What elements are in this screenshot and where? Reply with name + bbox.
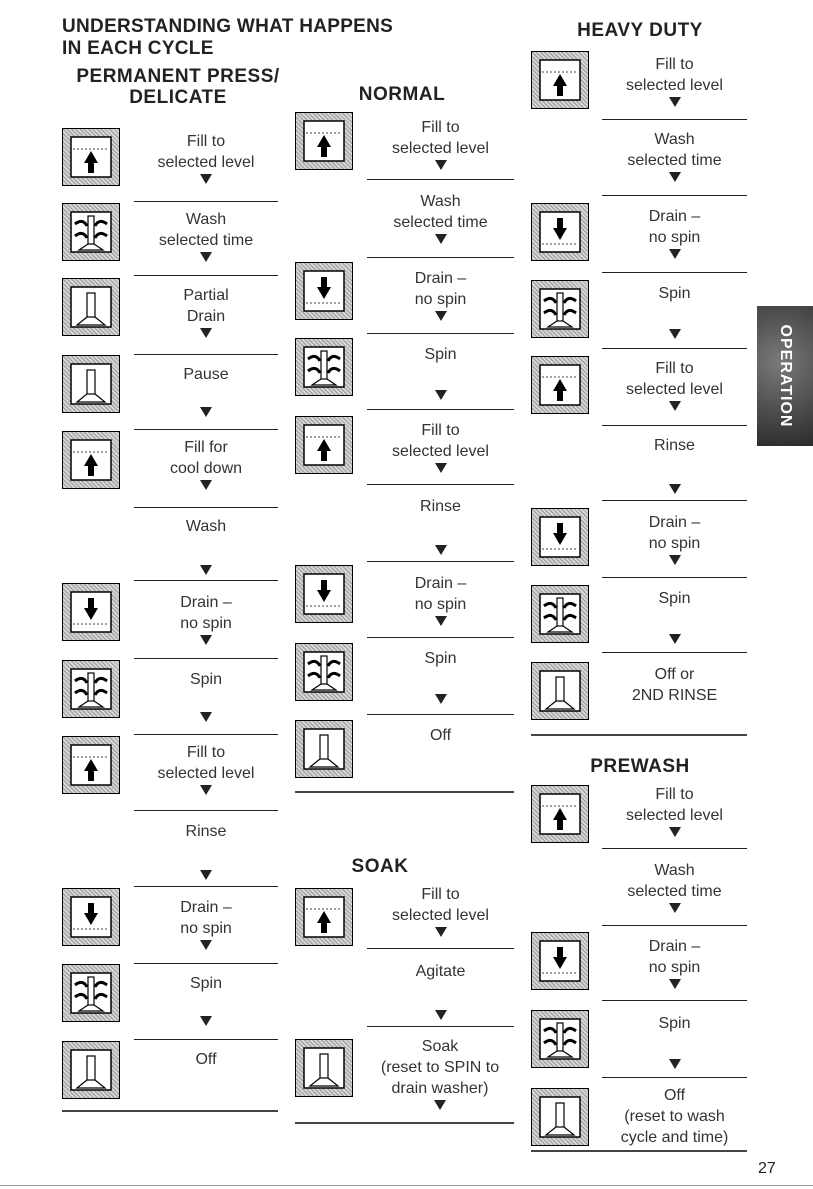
- down-arrow-icon: [199, 711, 213, 723]
- divider: [602, 348, 747, 349]
- fill-icon: [295, 112, 353, 170]
- down-arrow-icon: [199, 327, 213, 339]
- step-fill: Fill to selected level: [602, 784, 747, 838]
- down-arrow-icon: [668, 633, 682, 645]
- down-arrow-icon: [434, 233, 448, 245]
- down-arrow-icon: [668, 1058, 682, 1070]
- fill-icon: [531, 51, 589, 109]
- fill-icon: [531, 785, 589, 843]
- down-arrow-icon: [434, 462, 448, 474]
- step-wash: Wash selected time: [367, 191, 514, 245]
- divider: [134, 354, 278, 355]
- divider: [602, 577, 747, 578]
- step-partial-drain: Partial Drain: [134, 285, 278, 339]
- step-spin: Spin: [134, 669, 278, 723]
- section-end-rule: [295, 791, 514, 793]
- drain-icon: [531, 932, 589, 990]
- drain-icon: [531, 508, 589, 566]
- down-arrow-icon: [433, 1099, 447, 1111]
- down-arrow-icon: [199, 479, 213, 491]
- fill-icon: [62, 736, 120, 794]
- divider: [134, 886, 278, 887]
- drain-icon: [531, 203, 589, 261]
- step-rinse: Rinse: [602, 435, 747, 495]
- agitator-icon: [62, 355, 120, 413]
- down-arrow-icon: [668, 978, 682, 990]
- spin-icon: [295, 643, 353, 701]
- spin-icon: [531, 585, 589, 643]
- down-arrow-icon: [668, 248, 682, 260]
- soak-title: SOAK: [351, 856, 409, 877]
- operation-tab: OPERATION: [757, 306, 813, 446]
- section-end-rule: [295, 1122, 514, 1124]
- down-arrow-icon: [199, 173, 213, 185]
- divider: [602, 1077, 747, 1078]
- agitator-icon: [62, 1041, 120, 1099]
- agitator-icon: [62, 278, 120, 336]
- divider: [602, 925, 747, 926]
- step-rinse: Rinse: [134, 821, 278, 881]
- step-drain-no-spin: Drain – no spin: [367, 268, 514, 322]
- down-arrow-icon: [199, 784, 213, 796]
- step-spin: Spin: [602, 283, 747, 340]
- divider: [602, 500, 747, 501]
- page-number: 27: [758, 1160, 776, 1177]
- agitator-icon: [531, 1088, 589, 1146]
- section-end-rule: [531, 734, 747, 736]
- fill-icon: [62, 431, 120, 489]
- down-arrow-icon: [434, 1009, 448, 1021]
- divider: [367, 714, 514, 715]
- down-arrow-icon: [199, 869, 213, 881]
- divider: [602, 1000, 747, 1001]
- divider: [134, 734, 278, 735]
- divider: [134, 507, 278, 508]
- divider: [367, 179, 514, 180]
- section-end-rule: [531, 1150, 747, 1152]
- divider: [602, 848, 747, 849]
- spin-icon: [295, 338, 353, 396]
- divider: [367, 333, 514, 334]
- divider: [367, 257, 514, 258]
- divider: [134, 658, 278, 659]
- step-wash: Wash selected time: [602, 860, 747, 914]
- step-fill: Fill to selected level: [602, 54, 747, 108]
- step-pause: Pause: [134, 364, 278, 418]
- drain-icon: [62, 583, 120, 641]
- divider: [134, 429, 278, 430]
- down-arrow-icon: [434, 544, 448, 556]
- down-arrow-icon: [434, 159, 448, 171]
- step-wash: Wash: [134, 516, 278, 576]
- spin-icon: [531, 280, 589, 338]
- agitator-icon: [531, 662, 589, 720]
- step-spin: Spin: [602, 588, 747, 645]
- agitator-icon: [295, 720, 353, 778]
- normal-title: NORMAL: [358, 84, 446, 105]
- divider: [134, 1039, 278, 1040]
- down-arrow-icon: [434, 615, 448, 627]
- down-arrow-icon: [434, 926, 448, 938]
- divider: [367, 1026, 514, 1027]
- step-drain-no-spin: Drain – no spin: [134, 592, 278, 646]
- divider: [602, 119, 747, 120]
- step-off-or-2nd-rinse: Off or 2ND RINSE: [631, 666, 718, 704]
- agitator-icon: [295, 1039, 353, 1097]
- step-fill-cool-down: Fill for cool down: [134, 437, 278, 491]
- fill-icon: [295, 416, 353, 474]
- down-arrow-icon: [199, 939, 213, 951]
- divider: [602, 195, 747, 196]
- step-drain-no-spin: Drain – no spin: [602, 206, 747, 260]
- step-drain-no-spin: Drain – no spin: [134, 897, 278, 951]
- step-wash: Wash selected time: [602, 129, 747, 183]
- step-spin: Spin: [367, 344, 514, 401]
- fill-icon: [62, 128, 120, 186]
- step-fill: Fill to selected level: [134, 742, 278, 796]
- divider: [602, 425, 747, 426]
- drain-icon: [295, 262, 353, 320]
- step-off: Off: [429, 727, 452, 744]
- divider: [134, 580, 278, 581]
- step-drain-no-spin: Drain – no spin: [602, 512, 747, 566]
- down-arrow-icon: [434, 389, 448, 401]
- down-arrow-icon: [434, 310, 448, 322]
- down-arrow-icon: [668, 96, 682, 108]
- divider: [134, 810, 278, 811]
- down-arrow-icon: [668, 328, 682, 340]
- down-arrow-icon: [199, 1015, 213, 1027]
- divider: [134, 201, 278, 202]
- down-arrow-icon: [668, 171, 682, 183]
- fill-icon: [295, 888, 353, 946]
- down-arrow-icon: [668, 554, 682, 566]
- down-arrow-icon: [668, 902, 682, 914]
- down-arrow-icon: [199, 564, 213, 576]
- step-fill: Fill to selected level: [134, 131, 278, 185]
- step-soak: Soak (reset to SPIN to drain washer): [360, 1036, 520, 1111]
- spin-icon: [62, 660, 120, 718]
- divider: [602, 652, 747, 653]
- down-arrow-icon: [199, 406, 213, 418]
- fill-icon: [531, 356, 589, 414]
- step-drain-no-spin: Drain – no spin: [367, 573, 514, 627]
- step-fill: Fill to selected level: [367, 117, 514, 171]
- spin-icon: [62, 964, 120, 1022]
- step-spin: Spin: [602, 1013, 747, 1070]
- step-drain-no-spin: Drain – no spin: [602, 936, 747, 990]
- step-fill: Fill to selected level: [367, 420, 514, 474]
- drain-icon: [295, 565, 353, 623]
- divider: [367, 637, 514, 638]
- down-arrow-icon: [199, 634, 213, 646]
- step-fill: Fill to selected level: [367, 884, 514, 938]
- divider: [367, 948, 514, 949]
- page-title: UNDERSTANDING WHAT HAPPENS IN EACH CYCLE: [62, 16, 394, 59]
- divider: [367, 409, 514, 410]
- step-wash: Wash selected time: [134, 209, 278, 263]
- step-rinse: Rinse: [367, 496, 514, 556]
- section-end-rule: [62, 1110, 278, 1112]
- step-off-reset: Off (reset to wash cycle and time): [620, 1087, 729, 1146]
- step-agitate: Agitate: [367, 961, 514, 1021]
- step-spin: Spin: [367, 648, 514, 705]
- divider: [367, 484, 514, 485]
- prewash-title: PREWASH: [590, 756, 690, 777]
- down-arrow-icon: [668, 826, 682, 838]
- divider: [367, 561, 514, 562]
- step-spin: Spin: [134, 973, 278, 1027]
- spin-icon: [531, 1010, 589, 1068]
- divider: [134, 963, 278, 964]
- heavy-duty-title: HEAVY DUTY: [577, 20, 703, 41]
- drain-icon: [62, 888, 120, 946]
- permanent-press-title: PERMANENT PRESS/ DELICATE: [76, 66, 280, 108]
- down-arrow-icon: [668, 483, 682, 495]
- wash-icon: [62, 203, 120, 261]
- down-arrow-icon: [434, 693, 448, 705]
- down-arrow-icon: [199, 251, 213, 263]
- bottom-rule: [0, 1185, 813, 1186]
- step-off: Off: [195, 1051, 217, 1068]
- divider: [602, 272, 747, 273]
- divider: [134, 275, 278, 276]
- down-arrow-icon: [668, 400, 682, 412]
- step-fill: Fill to selected level: [602, 358, 747, 412]
